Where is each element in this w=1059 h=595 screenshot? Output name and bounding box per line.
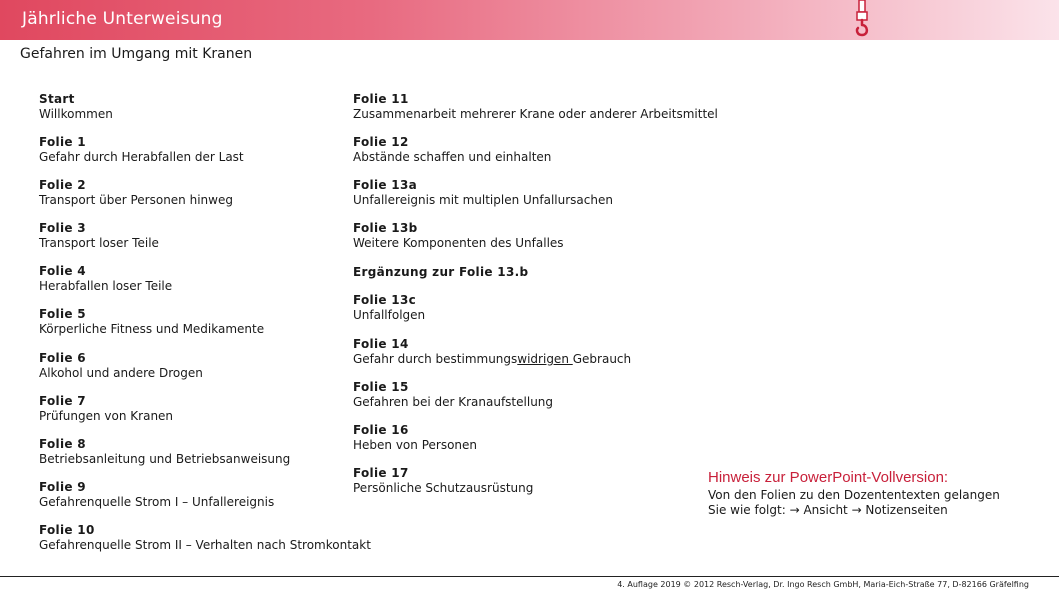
list-item[interactable] [39,437,290,466]
slide-desc [353,352,631,367]
slide-title: Folie 14 [353,337,409,351]
list-item[interactable] [353,92,718,121]
list-item[interactable] [353,380,553,409]
footer-divider [0,576,1059,577]
slide-title: Folie 7 [39,394,86,408]
list-item[interactable] [39,135,244,164]
slide-title: Folie 13b [353,221,418,235]
list-item[interactable] [353,135,551,164]
list-item[interactable] [353,423,477,452]
slide-title: Folie 5 [39,307,86,321]
slide-desc: Unfallfolgen [353,307,426,322]
desc-part: Gebrauch [572,351,632,366]
slide-title: Folie 17 [353,466,409,480]
slide-desc: Weitere Komponenten des Unfalles [353,235,564,250]
slide-title: Folie 15 [353,380,409,394]
slide-desc: Betriebsanleitung und Betriebsanweisung [39,451,291,466]
slide-title: Folie 11 [353,92,409,106]
slide-title: Folie 8 [39,437,86,451]
list-item[interactable] [39,178,233,207]
slide-desc: Willkommen [39,106,113,121]
list-item[interactable] [353,265,528,280]
hint-title: Hinweis zur PowerPoint-Vollversion: [708,469,949,486]
slide-title: Start [39,92,75,106]
list-item[interactable] [39,221,159,250]
page-subtitle: Gefahren im Umgang mit Kranen [20,46,253,62]
list-item[interactable] [39,307,264,336]
hint-line: Von den Folien zu den Dozententexten gelangen [708,488,1000,502]
slide-desc: Heben von Personen [353,437,478,452]
slide-title: Folie 10 [39,523,95,537]
slide-title: Folie 16 [353,423,409,437]
slide-title: Folie 1 [39,135,86,149]
desc-underlined: widrigen [517,351,573,366]
slide-desc: Gefahren bei der Kranaufstellung [353,394,554,409]
slide-title: Folie 13c [353,293,417,307]
slide-desc: Zusammenarbeit mehrerer Krane oder anderer Arbeitsmittel [353,106,718,121]
slide-desc: Unfallereignis mit multiplen Unfallursachen [353,192,613,207]
list-item[interactable] [39,394,173,423]
page-title: Jährliche Unterweisung [22,9,223,29]
list-item[interactable] [353,466,533,495]
slide-desc: Transport loser Teile [39,235,159,250]
slide-desc: Persönliche Schutzausrüstung [353,480,534,495]
slide-title: Folie 2 [39,178,86,192]
slide-title: Folie 4 [39,264,86,278]
list-item[interactable] [39,523,371,552]
slide-desc: Gefahr durch Herabfallen der Last [39,149,244,164]
desc-part: Gefahr durch bestimmungs [353,351,518,366]
slide-desc: Gefahrenquelle Strom I – Unfallereignis [39,494,275,509]
list-item[interactable] [353,293,425,322]
slide-desc: Transport über Personen hinweg [39,192,233,207]
header-bar [0,0,1059,40]
list-item[interactable] [39,480,274,509]
list-item[interactable] [39,264,172,293]
list-item[interactable] [39,351,203,380]
slide-desc: Alkohol und andere Drogen [39,365,203,380]
slide-desc: Körperliche Fitness und Medikamente [39,321,265,336]
hint-box [708,469,1028,518]
slide-desc: Gefahrenquelle Strom II – Verhalten nach Stromkontakt [39,537,371,552]
list-item[interactable] [353,337,631,366]
slide-title: Folie 3 [39,221,86,235]
list-item[interactable] [353,178,613,207]
slide-title: Folie 6 [39,351,86,365]
slide-desc: Prüfungen von Kranen [39,408,174,423]
crane-hook-icon [850,0,874,38]
slide-title: Folie 9 [39,480,86,494]
hint-line: Sie wie folgt: → Ansicht → Notizenseiten [708,503,948,517]
slide-title: Folie 12 [353,135,409,149]
slide-title: Folie 13a [353,178,417,192]
slide-desc: Herabfallen loser Teile [39,278,173,293]
footer-text: 4. Auflage 2019 © 2012 Resch-Verlag, Dr. Ingo Resch GmbH, Maria-Eich-Straße 77, D-82166 Gräfelfing [617,580,1029,589]
slide-desc: Abstände schaffen und einhalten [353,149,552,164]
list-item[interactable] [353,221,564,250]
list-item[interactable] [39,92,113,121]
slide-title: Ergänzung zur Folie 13.b [353,265,529,279]
